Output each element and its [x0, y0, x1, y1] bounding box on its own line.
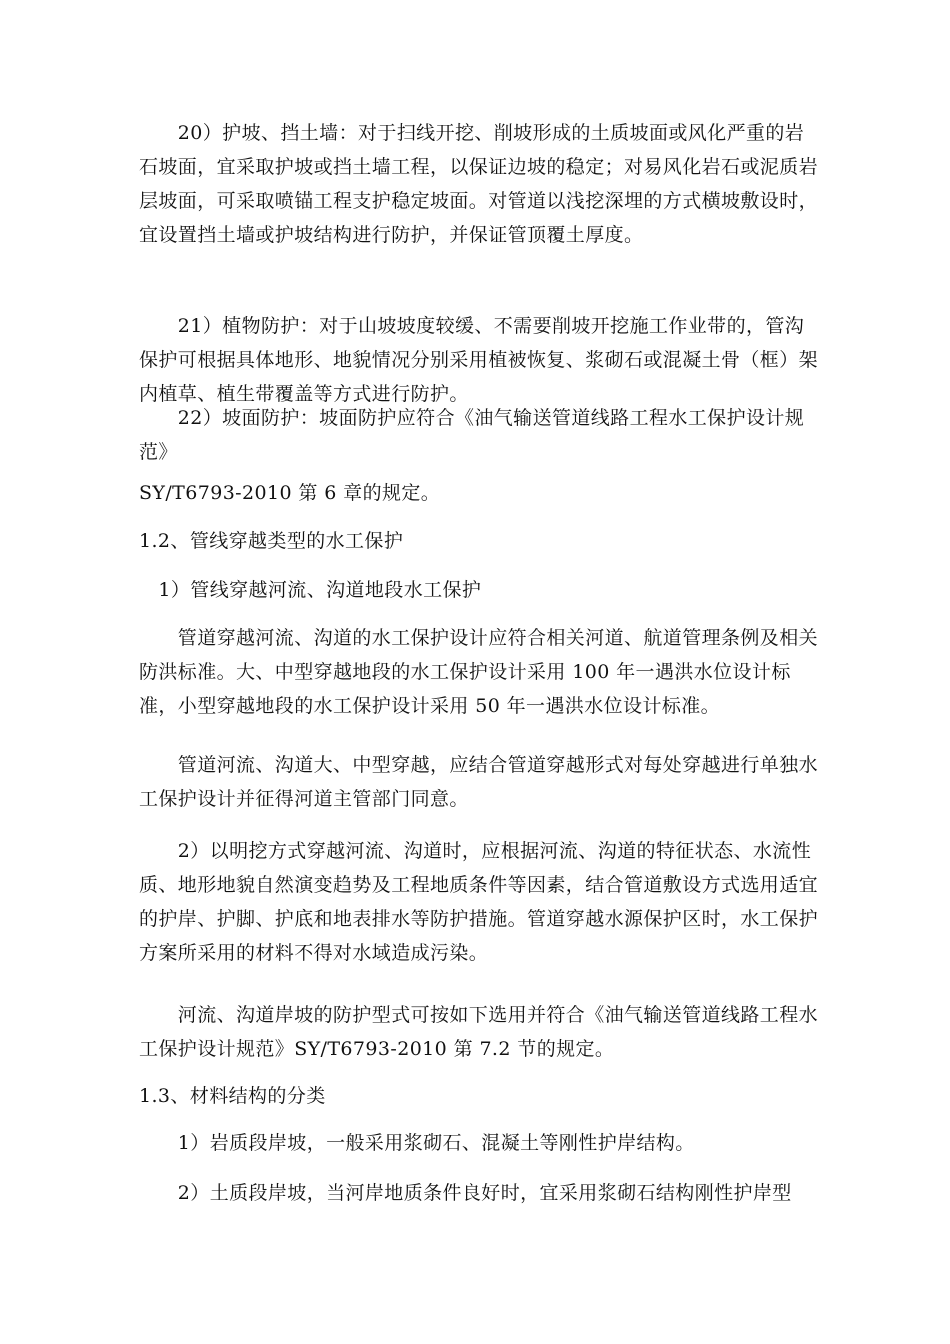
- paragraph-21-plant-protection: 21）植物防护：对于山坡坡度较缓、不需要削坡开挖施工作业带的，管沟保护可根据具体地形、地貌情况分别采用植被恢复、浆砌石或混凝土骨（框）架内植草、植生带覆盖等方式进行防护。: [139, 315, 819, 405]
- paragraph-2-open-cut-crossing: 2）以明挖方式穿越河流、沟道时，应根据河流、沟道的特征状态、水流性质、地形地貌自然演变趋势及工程地质条件等因素，结合管道敷设方式选用适宜的护岸、护脚、护底和地表排水等防护措施。管道穿越水源保护区时，水工保护方案所采用的材料不得对水域造成污染。: [139, 840, 819, 964]
- material-item-2-soil-bank: 2）土质段岸坡，当河岸地质条件良好时，宜采用浆砌石结构刚性护岸型: [139, 1182, 792, 1204]
- material-item-1-rock-bank: 1）岩质段岸坡，一般采用浆砌石、混凝土等刚性护岸结构。: [139, 1132, 695, 1154]
- paragraph-20-slope-retaining-wall: 20）护坡、挡土墙：对于扫线开挖、削坡形成的土质坡面或风化严重的岩石坡面，宜采取护坡或挡土墙工程，以保证边坡的稳定；对易风化岩石或泥质岩层坡面，可采取喷锚工程支护稳定坡面。对管道以浅挖深埋的方式横坡敷设时，宜设置挡土墙或护坡结构进行防护，并保证管顶覆土厚度。: [139, 122, 819, 246]
- section-heading-1-3: 1.3、材料结构的分类: [139, 1085, 326, 1107]
- paragraph-22-standard-reference: SY/T6793-2010 第 6 章的规定。: [139, 482, 441, 504]
- section-heading-1-2: 1.2、管线穿越类型的水工保护: [139, 530, 404, 552]
- paragraph-22-slope-surface-protection: 22）坡面防护：坡面防护应符合《油气输送管道线路工程水工保护设计规范》: [139, 407, 805, 463]
- paragraph-bank-protection-type: 河流、沟道岸坡的防护型式可按如下选用并符合《油气输送管道线路工程水工保护设计规范》SY/T6793-2010 第 7.2 节的规定。: [139, 1004, 819, 1060]
- paragraph-flood-standard: 管道穿越河流、沟道的水工保护设计应符合相关河道、航道管理条例及相关防洪标准。大、中型穿越地段的水工保护设计采用 100 年一遇洪水位设计标准，小型穿越地段的水工保护设计采用 50 年一遇洪水位设计标准。: [139, 627, 819, 717]
- subsection-1-river-crossing: 1）管线穿越河流、沟道地段水工保护: [139, 579, 482, 601]
- paragraph-large-crossing: 管道河流、沟道大、中型穿越，应结合管道穿越形式对每处穿越进行单独水工保护设计并征得河道主管部门同意。: [139, 754, 819, 810]
